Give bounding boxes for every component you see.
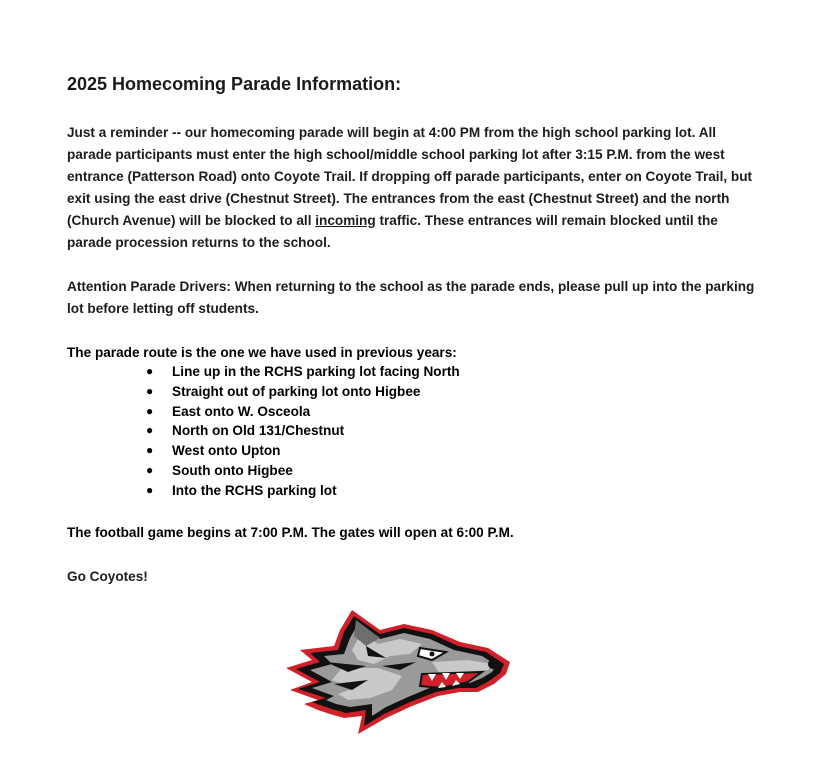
route-step: West onto Upton bbox=[172, 443, 281, 459]
game-info: The football game begins at 7:00 P.M. The gates will open at 6:00 P.M. bbox=[67, 525, 514, 540]
logo-nose bbox=[488, 659, 498, 669]
list-item bbox=[146, 461, 460, 481]
bullet-icon: ● bbox=[146, 364, 154, 378]
list-item bbox=[146, 421, 460, 441]
logo-pupil bbox=[430, 652, 435, 657]
closing-line: Go Coyotes! bbox=[67, 569, 148, 584]
parade-reminder-paragraph bbox=[67, 122, 757, 254]
route-step: Into the RCHS parking lot bbox=[172, 482, 337, 498]
list-item bbox=[146, 382, 460, 402]
page-title: 2025 Homecoming Parade Information: bbox=[67, 74, 402, 94]
bullet-icon: ● bbox=[146, 423, 154, 438]
list-item bbox=[146, 362, 460, 382]
bullet-icon: ● bbox=[146, 403, 154, 418]
route-step: Line up in the RCHS parking lot facing North bbox=[172, 364, 460, 379]
incoming-emphasis: incoming bbox=[315, 213, 376, 228]
bullet-icon: ● bbox=[146, 383, 154, 398]
bullet-icon: ● bbox=[146, 482, 154, 497]
list-item bbox=[146, 481, 460, 501]
list-item bbox=[146, 402, 460, 422]
bullet-icon: ● bbox=[146, 443, 154, 458]
coyote-mascot-icon bbox=[282, 606, 514, 738]
bullet-icon: ● bbox=[146, 462, 154, 477]
reminder-text-start: Just a reminder -- our homecoming parade will begin at 4:00 PM from the high school parking lot. All parade participants must enter the high school/middle school parking lot after 3:15 P.M. from the west entrance (Patterson Road) onto Coyote Trail. If dropping off parade participants, enter on Coyote Trail, but exit using the east drive (Chestnut Street). The entrances from the east (Chestnut Street) and the north (Church Avenue) will be blocked to all bbox=[67, 125, 753, 228]
reminder-text-end: traffic. These entrances will remain blocked until the parade procession returns to the school. bbox=[67, 213, 718, 250]
route-step: Straight out of parking lot onto Higbee bbox=[172, 383, 421, 399]
drivers-notice-paragraph: Attention Parade Drivers: When returning to the school as the parade ends, please pull up into the parking lot before letting off students. bbox=[67, 279, 755, 316]
route-step: South onto Higbee bbox=[172, 462, 293, 478]
route-step: East onto W. Osceola bbox=[172, 403, 311, 419]
parade-route-list bbox=[146, 362, 460, 501]
list-item bbox=[146, 441, 460, 461]
route-intro: The parade route is the one we have used in previous years: bbox=[67, 345, 457, 360]
route-step: North on Old 131/Chestnut bbox=[172, 423, 345, 439]
